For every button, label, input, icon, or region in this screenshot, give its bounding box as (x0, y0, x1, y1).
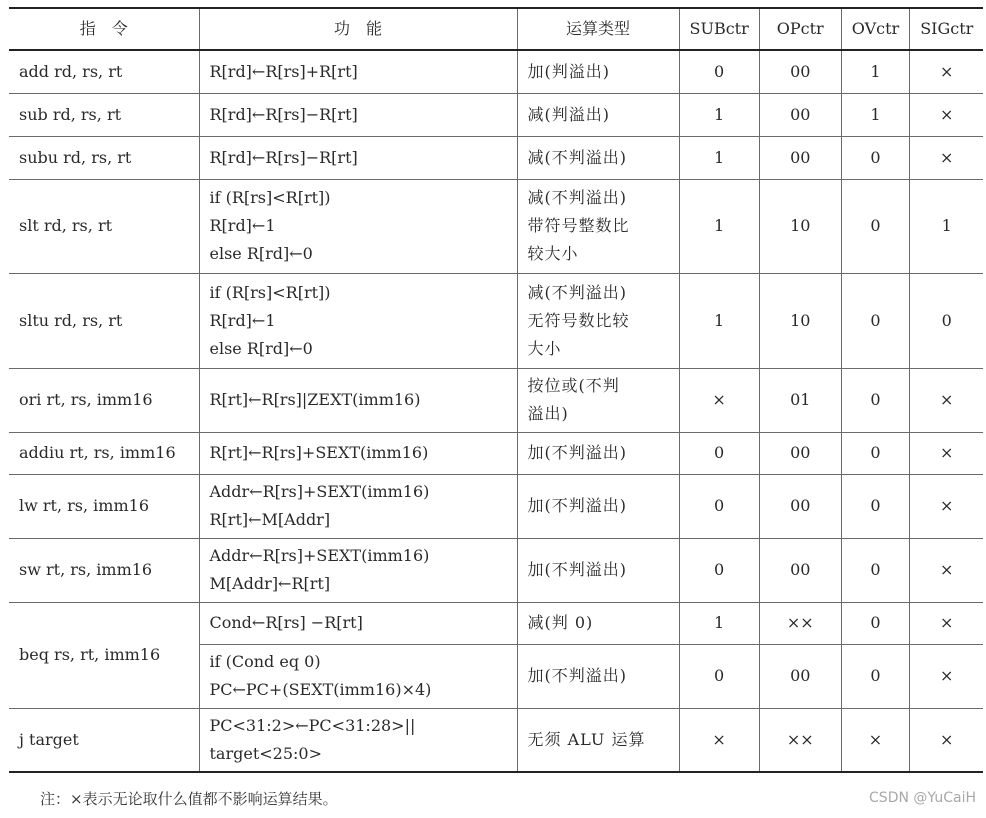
ovctr-cell: 0 (841, 179, 909, 273)
op-type-cell: 减(不判溢出) (517, 136, 679, 179)
instruction-cell: add rd, rs, rt (9, 50, 199, 93)
function-cell: R[rd]←R[rs]+R[rt] (199, 50, 517, 93)
subctr-cell: 0 (679, 432, 759, 474)
instruction-cell: subu rd, rs, rt (9, 136, 199, 179)
table-row (9, 136, 983, 179)
ovctr-cell: 0 (841, 538, 909, 602)
opctr-cell: 10 (759, 273, 841, 368)
op-type-cell: 减(不判溢出) 无符号数比较 大小 (517, 273, 679, 368)
table-row (9, 179, 983, 273)
opctr-cell: 00 (759, 50, 841, 93)
table-row (9, 602, 983, 644)
sigctr-cell: × (910, 50, 984, 93)
table-row (9, 538, 983, 602)
instruction-cell: sub rd, rs, rt (9, 93, 199, 136)
ovctr-cell: 0 (841, 644, 909, 708)
subctr-cell: 0 (679, 50, 759, 93)
function-cell: Addr←R[rs]+SEXT(imm16) R[rt]←M[Addr] (199, 474, 517, 538)
instruction-cell: addiu rt, rs, imm16 (9, 432, 199, 474)
instruction-cell: slt rd, rs, rt (9, 179, 199, 273)
subctr-cell: 0 (679, 538, 759, 602)
subctr-cell: 1 (679, 136, 759, 179)
subctr-cell: × (679, 708, 759, 772)
subctr-cell: × (679, 368, 759, 432)
instruction-cell: j target (9, 708, 199, 772)
op-type-cell: 加(不判溢出) (517, 432, 679, 474)
function-cell: if (R[rs]<R[rt]) R[rd]←1 else R[rd]←0 (199, 273, 517, 368)
header-instruction: 指 令 (9, 8, 199, 50)
op-type-cell: 减(判 0) (517, 602, 679, 644)
op-type-cell: 减(判溢出) (517, 93, 679, 136)
opctr-cell: ×× (759, 708, 841, 772)
table-row (9, 474, 983, 538)
ovctr-cell: 1 (841, 93, 909, 136)
function-cell: R[rt]←R[rs]|ZEXT(imm16) (199, 368, 517, 432)
subctr-cell: 0 (679, 644, 759, 708)
header-function: 功 能 (199, 8, 517, 50)
instruction-cell: lw rt, rs, imm16 (9, 474, 199, 538)
sigctr-cell: × (910, 708, 984, 772)
sigctr-cell: × (910, 432, 984, 474)
ovctr-cell: 0 (841, 474, 909, 538)
op-type-cell: 按位或(不判 溢出) (517, 368, 679, 432)
ovctr-cell: 1 (841, 50, 909, 93)
subctr-cell: 1 (679, 93, 759, 136)
sigctr-cell: × (910, 368, 984, 432)
function-cell: R[rd]←R[rs]−R[rt] (199, 93, 517, 136)
header-ovctr: OVctr (841, 8, 909, 50)
table-row (9, 432, 983, 474)
opctr-cell: 01 (759, 368, 841, 432)
function-cell: if (R[rs]<R[rt]) R[rd]←1 else R[rd]←0 (199, 179, 517, 273)
opctr-cell: 00 (759, 644, 841, 708)
opctr-cell: 00 (759, 474, 841, 538)
op-type-cell: 加(不判溢出) (517, 474, 679, 538)
function-cell: R[rd]←R[rs]−R[rt] (199, 136, 517, 179)
function-cell: if (Cond eq 0) PC←PC+(SEXT(imm16)×4) (199, 644, 517, 708)
sigctr-cell: 0 (910, 273, 984, 368)
sigctr-cell: 1 (910, 179, 984, 273)
op-type-cell: 加(不判溢出) (517, 644, 679, 708)
header-row (9, 8, 983, 50)
opctr-cell: 00 (759, 136, 841, 179)
function-cell: Cond←R[rs] −R[rt] (199, 602, 517, 644)
instruction-cell: ori rt, rs, imm16 (9, 368, 199, 432)
ovctr-cell: 0 (841, 136, 909, 179)
opctr-cell: 00 (759, 432, 841, 474)
subctr-cell: 1 (679, 273, 759, 368)
header-opctr: OPctr (759, 8, 841, 50)
sigctr-cell: × (910, 136, 984, 179)
watermark: CSDN @YuCaiH (869, 790, 976, 806)
ovctr-cell: 0 (841, 432, 909, 474)
sigctr-cell: × (910, 93, 984, 136)
table-row (9, 93, 983, 136)
table-footnote: 注：×表示无论取什么值都不影响运算结果。 (40, 790, 338, 808)
ovctr-cell: 0 (841, 273, 909, 368)
instruction-cell: sltu rd, rs, rt (9, 273, 199, 368)
ovctr-cell: 0 (841, 368, 909, 432)
opctr-cell: 00 (759, 538, 841, 602)
function-cell: R[rt]←R[rs]+SEXT(imm16) (199, 432, 517, 474)
op-type-cell: 加(不判溢出) (517, 538, 679, 602)
table-row (9, 368, 983, 432)
instruction-control-table (9, 7, 983, 773)
op-type-cell: 减(不判溢出) 带符号整数比 较大小 (517, 179, 679, 273)
opctr-cell: 10 (759, 179, 841, 273)
sigctr-cell: × (910, 602, 984, 644)
subctr-cell: 1 (679, 602, 759, 644)
sigctr-cell: × (910, 538, 984, 602)
header-subctr: SUBctr (679, 8, 759, 50)
function-cell: PC<31:2>←PC<31:28>|| target<25:0> (199, 708, 517, 772)
ovctr-cell: × (841, 708, 909, 772)
instruction-cell: sw rt, rs, imm16 (9, 538, 199, 602)
sigctr-cell: × (910, 474, 984, 538)
ovctr-cell: 0 (841, 602, 909, 644)
table-row (9, 50, 983, 93)
table-row (9, 708, 983, 772)
function-cell: Addr←R[rs]+SEXT(imm16) M[Addr]←R[rt] (199, 538, 517, 602)
instruction-cell: beq rs, rt, imm16 (9, 602, 199, 708)
opctr-cell: 00 (759, 93, 841, 136)
header-sigctr: SIGctr (910, 8, 984, 50)
table-row (9, 273, 983, 368)
op-type-cell: 加(判溢出) (517, 50, 679, 93)
header-op-type: 运算类型 (517, 8, 679, 50)
sigctr-cell: × (910, 644, 984, 708)
opctr-cell: ×× (759, 602, 841, 644)
op-type-cell: 无须 ALU 运算 (517, 708, 679, 772)
subctr-cell: 0 (679, 474, 759, 538)
subctr-cell: 1 (679, 179, 759, 273)
